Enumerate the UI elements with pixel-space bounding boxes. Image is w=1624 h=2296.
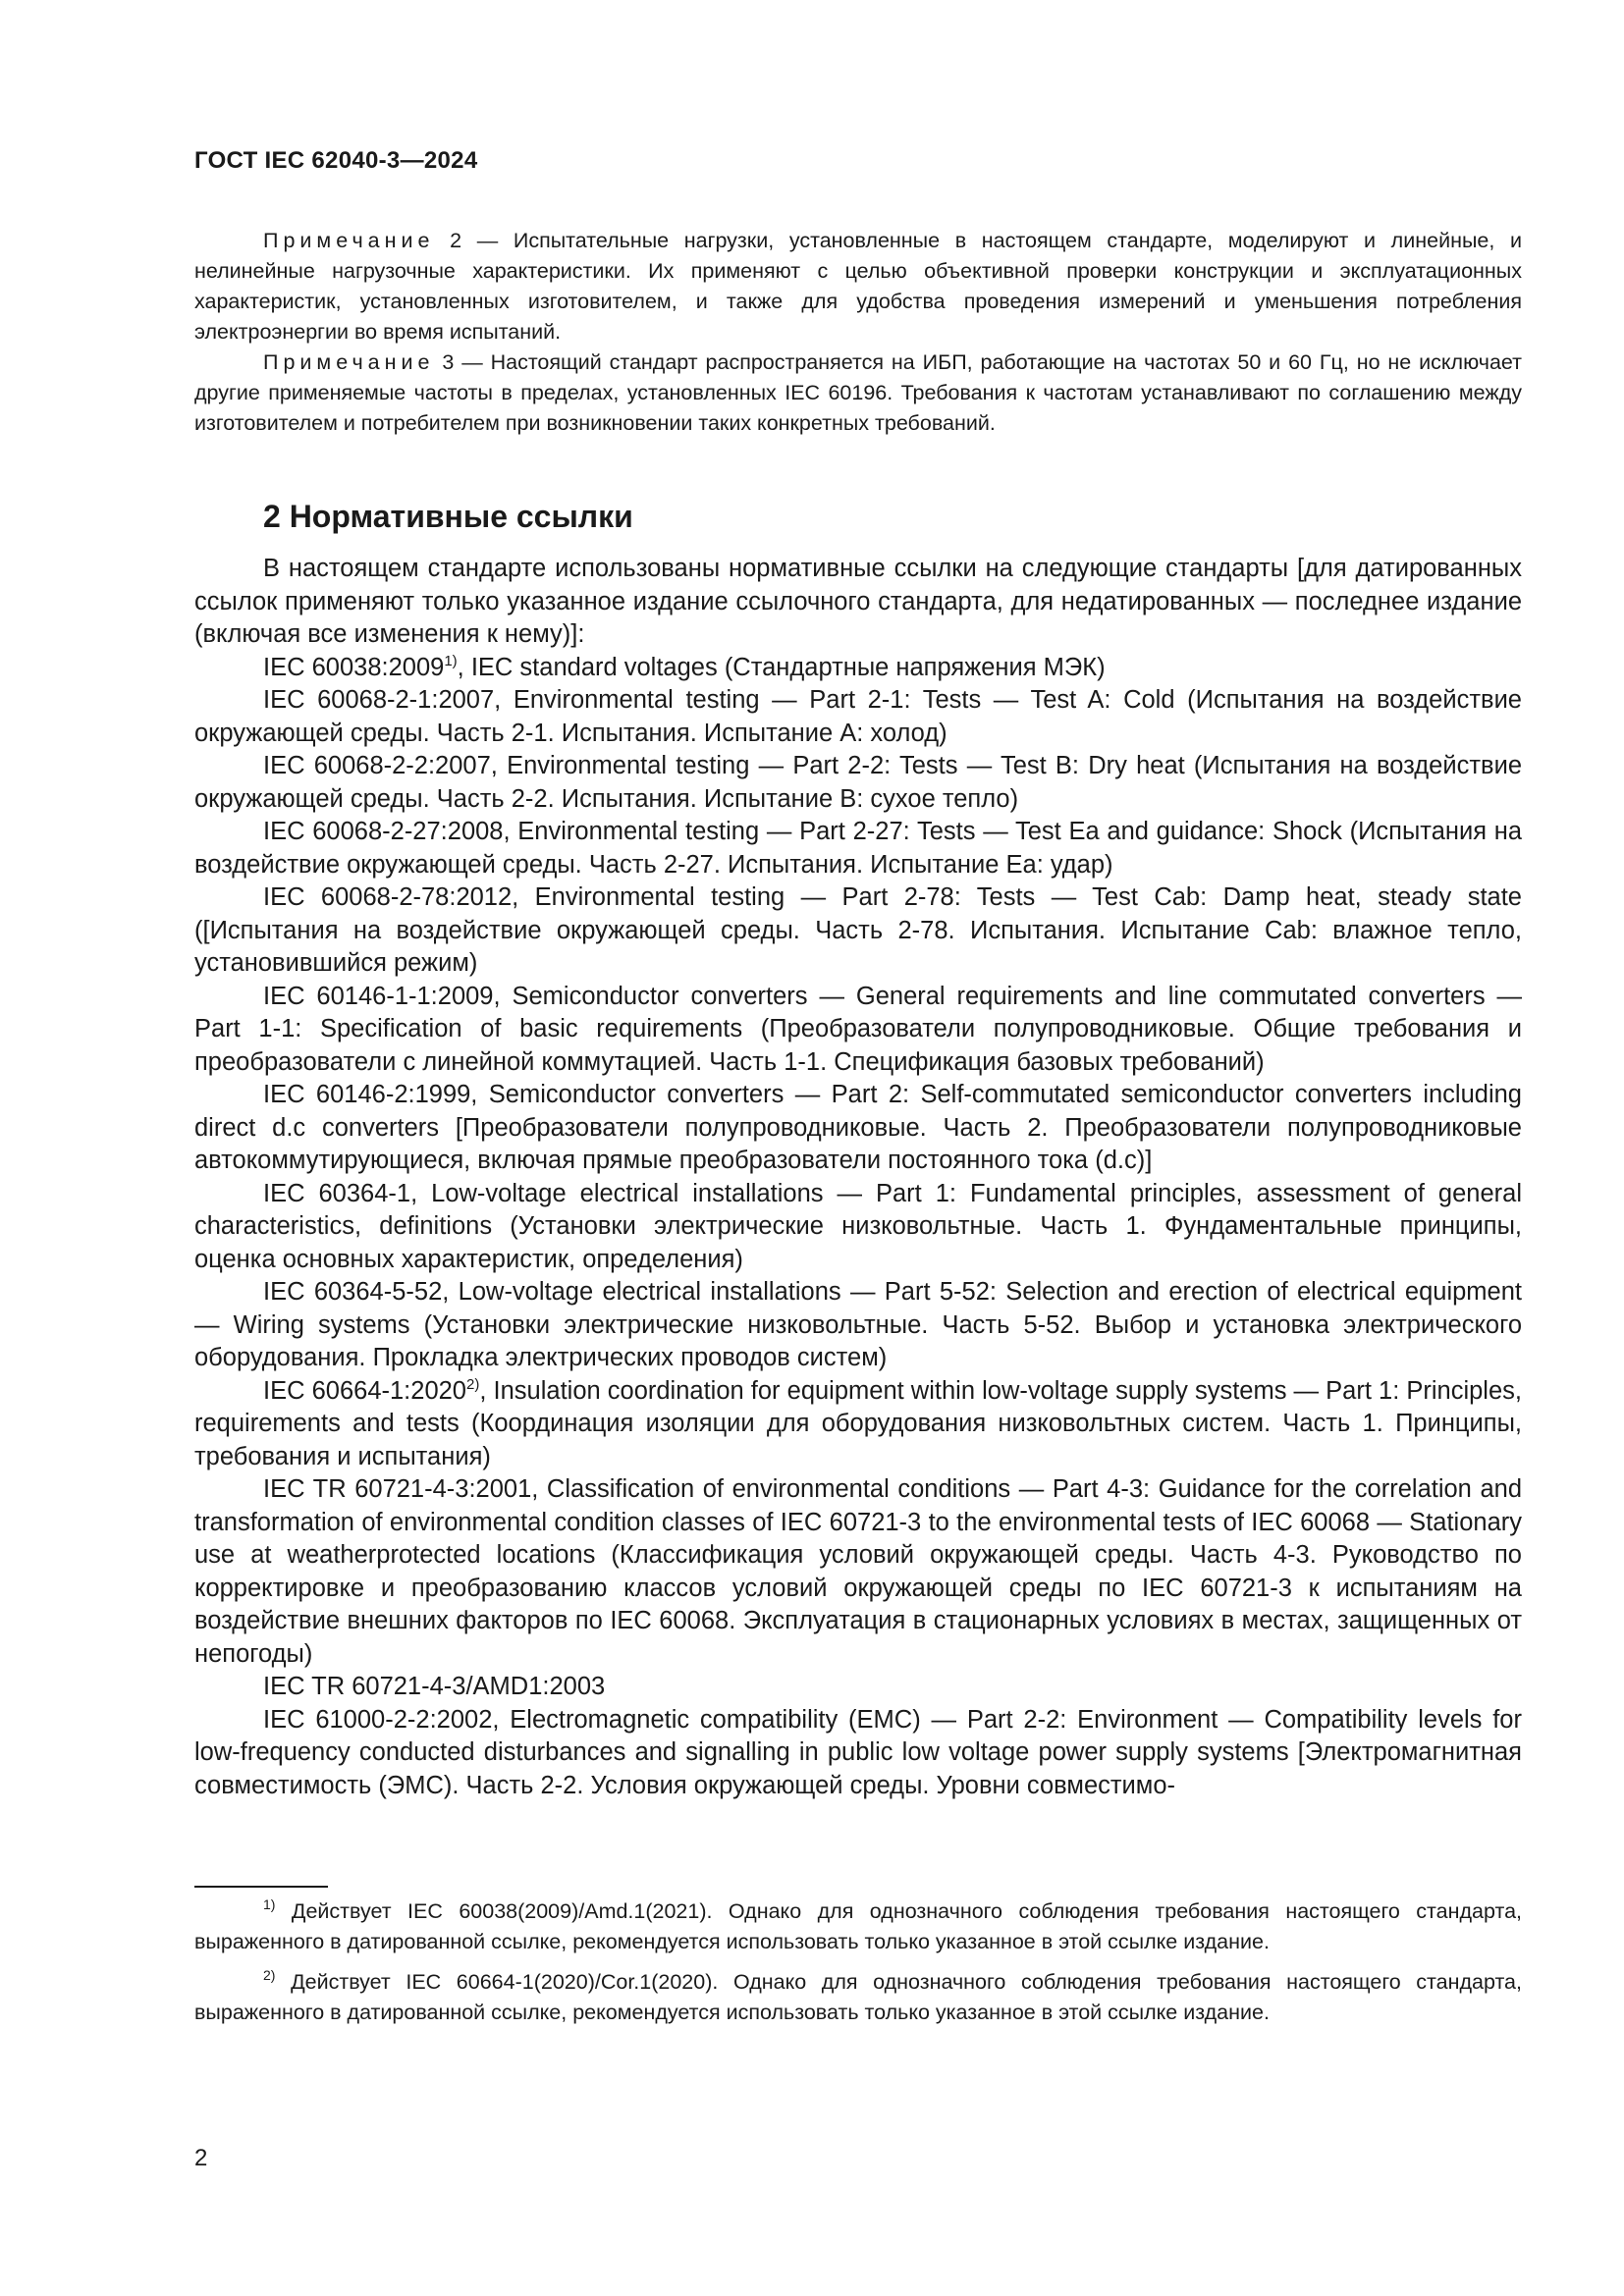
reference-item: IEC 61000-2-2:2002, Electromagnetic compatibility (EMC) — Part 2-2: Environment — Compatibility levels for low-frequency conducted disturbances and signalling in public low voltage power supply systems [Электромагнитная совместимость (ЭМС). Часть 2-2. Условия окружающей среды. Уровни совместимо- — [194, 1705, 1522, 1799]
note-text: 3 — Настоящий стандарт распространяется на ИБП, работающие на частотах 50 и 60 Гц, но не исключает другие применяемые частоты в пределах, установленных IEC 60196. Требования к частотам устанавливают по соглашению между изготовителем и потребителем при возникновении таких конкретных требований. — [194, 350, 1522, 435]
footnote-text: Действует IEC 60664-1(2020)/Cor.1(2020). Однако для однозначного соблюдения требования настоящего стандарта, выраженного в датированной ссылке, рекомендуется использовать только указанное в этой ссылке издание. — [194, 1970, 1522, 2024]
reference-item — [194, 652, 1522, 685]
reference-item: IEC 60068-2-27:2008, Environmental testing — Part 2-27: Tests — Test Ea and guidance: Shock (Испытания на воздействие окружающей среды. Часть 2-27. Испытания. Испытание Еа: удар) — [194, 818, 1522, 879]
reference-item: IEC TR 60721-4-3/AMD1:2003 — [263, 1673, 606, 1700]
reference-item: IEC 60146-2:1999, Semiconductor converters — Part 2: Self-commutated semiconductor converters including direct d.c converters [Преобразователи полупроводниковые. Часть 2. Преобразователи полупроводниковые автокоммутирующиеся, включая прямые преобразователи постоянного тока (d.c)] — [194, 1081, 1522, 1174]
footnote-text: Действует IEC 60038(2009)/Amd.1(2021). Однако для однозначного соблюдения требования настоящего стандарта, выраженного в датированной ссылке, рекомендуется использовать только указанное в этой ссылке издание. — [194, 1899, 1522, 1953]
document-header: ГОСТ IEC 62040-3—2024 — [194, 147, 478, 174]
reference-title: , IEC standard voltages (Стандартные напряжения МЭК) — [457, 653, 1106, 681]
page-number: 2 — [194, 2145, 208, 2171]
reference-code: IEC 60038:2009 — [263, 653, 445, 681]
note-label: Примечание — [263, 229, 435, 252]
footnote-marker: 1) — [444, 652, 458, 669]
note-2 — [194, 226, 1522, 347]
normative-references — [194, 553, 1522, 1802]
reference-item: IEC 60146-1-1:2009, Semiconductor converters — General requirements and line commutated converters — Part 1-1: Specification of basic requirements (Преобразователи полупроводниковые. Общие требования и преобразователи с линейной коммутацией. Часть 1-1. Спецификация базовых требований) — [194, 982, 1522, 1076]
note-text: 2 — Испытательные нагрузки, установленные в настоящем стандарте, моделируют и линейные, и нелинейные нагрузочные характеристики. Их применяют с целью объективной проверки конструкции и эксплуатационных характеристик, установленных изготовителем, и также для удобства проведения измерений и уменьшения потребления электроэнергии во время испытаний. — [194, 229, 1522, 344]
reference-item — [194, 1375, 1522, 1474]
reference-item: IEC 60068-2-2:2007, Environmental testing — Part 2-2: Tests — Test B: Dry heat (Испытания на воздействие окружающей среды. Часть 2-2. Испытания. Испытание В: сухое тепло) — [194, 752, 1522, 813]
reference-item: IEC 60068-2-1:2007, Environmental testing — Part 2-1: Tests — Test A: Cold (Испытания на воздействие окружающей среды. Часть 2-1. Испытания. Испытание А: холод) — [194, 686, 1522, 747]
reference-code: IEC 60664-1:2020 — [263, 1376, 466, 1405]
reference-item: IEC TR 60721-4-3:2001, Classification of environmental conditions — Part 4-3: Guidance for the correlation and transformation of environmental condition classes of IEC 60721-3 to the environmental tests of IEC 60068 — Stationary use at weatherprotected locations (Классификация условий окружающей среды. Часть 4-3. Руководство по корректировке и преобразованию классов условий окружающей среды по IEC 60721-3 к испытаниям на воздействие внешних факторов по IEC 60068. Эксплуатация в стационарных условиях в местах, защищенных от непогоды) — [194, 1475, 1522, 1668]
reference-title: , Insulation coordination for equipment within low-voltage supply systems — Part 1: Principles, requirements and tests (Координация изоляции для оборудования низковольтных систем. Часть 1. Принципы, требования и испытания) — [194, 1376, 1522, 1470]
reference-item: IEC 60068-2-78:2012, Environmental testing — Part 2-78: Tests — Test Cab: Damp heat, steady state ([Испытания на воздействие окружающей среды. Часть 2-78. Испытания. Испытание Cab: влажное тепло, установившийся режим) — [194, 883, 1522, 977]
note-3 — [194, 347, 1522, 439]
footnote-2 — [194, 1967, 1522, 2028]
footnote-marker: 1) — [263, 1896, 276, 1912]
notes-block — [194, 226, 1522, 439]
footnote-1 — [194, 1896, 1522, 1957]
note-label: Примечание — [263, 350, 435, 374]
section-title: 2 Нормативные ссылки — [263, 499, 633, 534]
references-intro: В настоящем стандарте использованы нормативные ссылки на следующие стандарты [для датированных ссылок применяют только указанное издание ссылочного стандарта, для недатированных — последнее издание (включая все изменения к нему)]: — [194, 555, 1522, 648]
footnote-marker: 2) — [263, 1967, 276, 1983]
reference-item: IEC 60364-1, Low-voltage electrical installations — Part 1: Fundamental principles, assessment of general characteristics, definitions (Установки электрические низковольтные. Часть 1. Фундаментальные принципы, оценка основных характеристик, определения) — [194, 1179, 1522, 1273]
footnote-divider — [194, 1886, 328, 1888]
footnote-marker: 2) — [466, 1375, 480, 1393]
footnotes — [194, 1896, 1522, 2038]
reference-item: IEC 60364-5-52, Low-voltage electrical installations — Part 5-52: Selection and erection of electrical equipment — Wiring systems (Установки электрические низковольтные. Часть 5-52. Выбор и установка электрического оборудования. Прокладка электрических проводов систем) — [194, 1278, 1522, 1371]
